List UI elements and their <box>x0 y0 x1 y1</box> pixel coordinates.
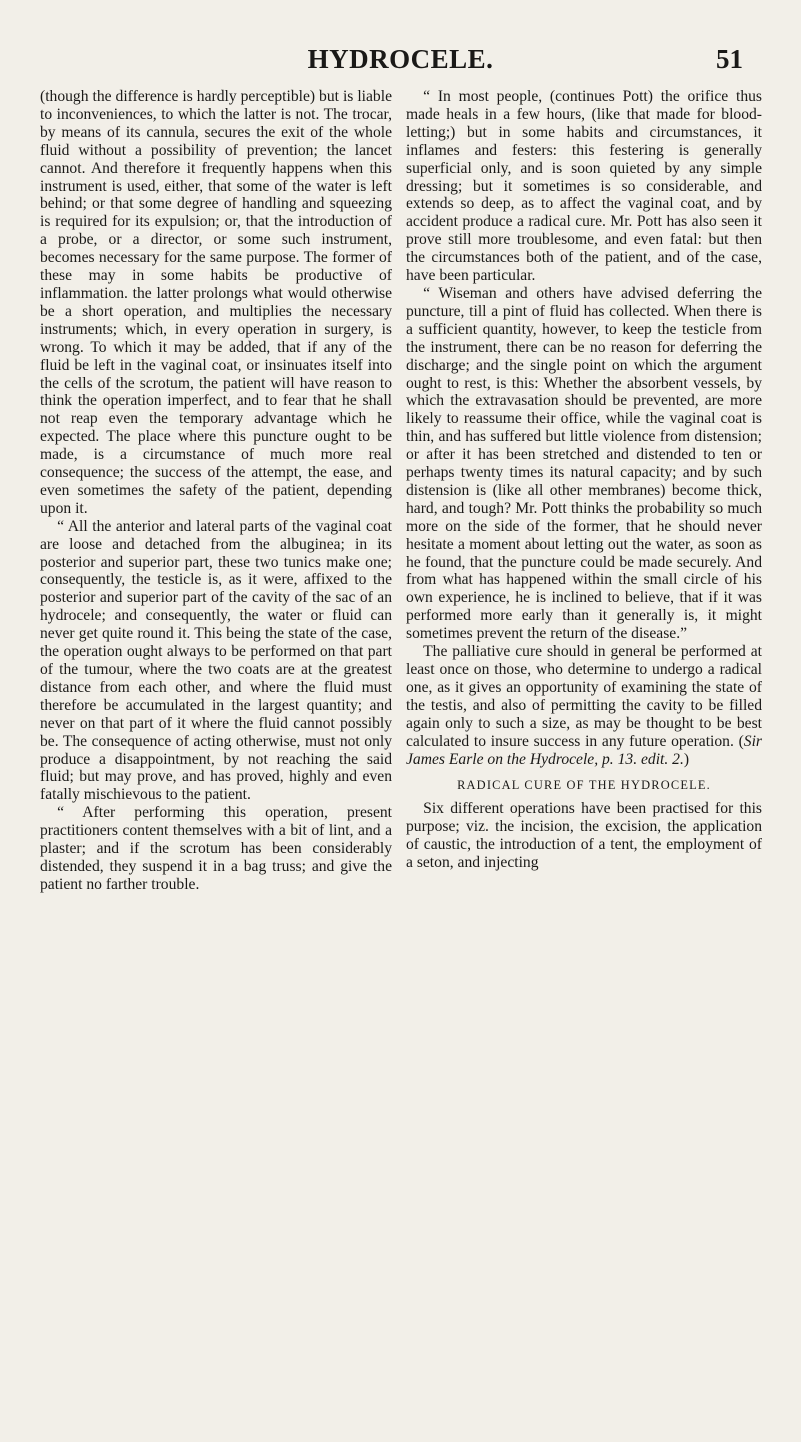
paragraph: Six different operations have been practised for this purpose; viz. the incision, the excision, the application of caustic, the introduction of a tent, the employment of a seton, and injecting <box>406 800 762 872</box>
page-number: 51 <box>716 44 743 74</box>
citation-close: ) <box>683 750 690 768</box>
paragraph: “ In most people, (continues Pott) the orifice thus made heals in a few hours, (like that made for blood-letting;) but in some habits and circumstances, it inflames and festers: this festering is generally superficial only, and is soon quieted by any simple dressing; but it sometimes is so considerable, and extends so deep, as to affect the vaginal coat, and by accident produce a radical cure. Mr. Pott has also seen it prove still more troublesome, and even fatal: but then the circumstances both of the patient, and of the case, have been particular. <box>406 88 762 285</box>
citation: Sir James Earle on the Hydrocele, p. 13. edit. 2. <box>406 732 762 768</box>
paragraph-text: The palliative cure should in general be performed at least once on those, who determine to undergo a radical one, as it gives an opportunity of examining the state of the testis, and also of permitting the cavity to be filled again only to such a size, as may be thought to be best calculated to insure success in any future operation. ( <box>406 643 762 750</box>
paragraph <box>406 643 762 768</box>
left-column <box>40 88 392 894</box>
section-heading: RADICAL CURE OF THE HYDROCELE. <box>457 778 711 793</box>
paragraph: “ Wiseman and others have advised deferring the puncture, till a pint of fluid has collected. When there is a sufficient quantity, however, to keep the testicle from the instrument, there can be no reason for deferring the discharge; and the single point on which the argument ought to rest, is this: Whether the absorbent vessels, by which the extravasation should be prevented, are more likely to reassume their office, while the vaginal coat is thin, and has suffered but little violence from distension; or after it has been stretched and distended to ten or perhaps twenty times its natural capacity; and by such distension is (like all other membranes) become thick, hard, and tough? Mr. Pott thinks the probability so much more on the side of the former, that he should never hesitate a moment about letting out the water, as soon as he found, that the puncture could be made securely. And from what has happened within the small circle of his own experience, he is inclined to believe, that if it was performed more early than it generally is, it might sometimes prevent the return of the disease.” <box>406 284 762 643</box>
paragraph: “ After performing this operation, present practitioners content themselves with a bit of lint, and a plaster; and if the scrotum has been considerably distended, they suspend it in a bag truss; and give the patient no farther trouble. <box>40 804 392 893</box>
right-column <box>406 88 762 872</box>
paragraph: “ All the anterior and lateral parts of the vaginal coat are loose and detached from the albuginea; in its posterior and superior part, these two tunics make one; consequently, the testicle is, as it were, affixed to the posterior and superior part of the cavity of the sac of an hydrocele; and consequently, the water or fluid can never get quite round it. This being the state of the case, the operation ought always to be performed on that part of the tumour, where the two coats are at the greatest distance from each other, and where the fluid must therefore be accumulated in the largest quantity; and never on that part of it where the fluid cannot possibly be. The consequence of acting otherwise, must not only produce a disappointment, by not reaching the said fluid; but may prove, and has proved, highly and even fatally mischievous to the patient. <box>40 517 392 804</box>
paragraph: (though the difference is hardly perceptible) but is liable to inconveniences, to which the latter is not. The trocar, by means of its cannula, secures the exit of the whole fluid without a possibility of prevention; the lancet cannot. And therefore it frequently happens when this instrument is used, either, that some of the water is left behind; or that some degree of handling and squeezing is required for its expulsion; or, that the introduction of a probe, or a director, or some such instrument, becomes necessary for the same purpose. The former of these may in some habits be productive of inflammation. the latter prolongs what would otherwise be a short operation, and multiplies the necessary instruments; which, in every operation in surgery, is wrong. To which it may be added, that if any of the fluid be left in the vaginal coat, or insinuates itself into the cells of the scrotum, the patient will have reason to think the operation imperfect, and to fear that he shall not reap even the temporary advantage which he expected. The place where this puncture ought to be made, is a circumstance of much more real consequence; the success of the attempt, the ease, and even sometimes the safety of the patient, depending upon it. <box>40 88 392 517</box>
running-head: HYDROCELE. <box>307 44 494 74</box>
page-header <box>0 40 801 80</box>
